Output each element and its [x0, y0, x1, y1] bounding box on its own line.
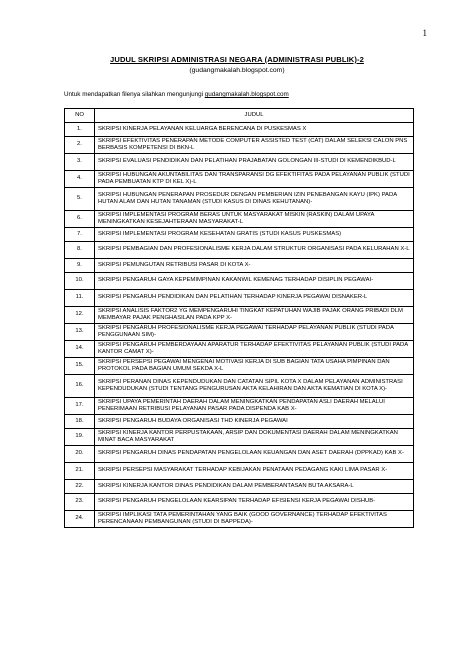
- row-number: 19.: [65, 429, 95, 446]
- table-row: [65, 375, 414, 398]
- table-body: [65, 123, 414, 528]
- row-title: SKRIPSI IMPLEMENTASI PROGRAM KESEHATAN GRATIS (STUDI KASUS PUSKESMAS): [95, 228, 414, 242]
- row-number: 3.: [65, 154, 95, 171]
- row-number: 7.: [65, 228, 95, 242]
- row-number: 17.: [65, 398, 95, 415]
- row-title: SKRIPSI IMPLEMENTASI PROGRAM BERAS UNTUK MASYARAKAT MISKIN (RASKIN) DALAM UPAYA MENINGKATKAN KESEJAHTERAAN MASYARAKAT-L: [95, 211, 414, 228]
- table-row: [65, 242, 414, 259]
- row-title: SKRIPSI PERSEPSI MASYARAKAT TERHADAP KEBIJAKAN PENATAAN PEDAGANG KAKI LIMA PASAR X-: [95, 463, 414, 480]
- row-title: SKRIPSI PEMUNGUTAN RETRIBUSI PASAR DI KOTA X-: [95, 259, 414, 273]
- row-title: SKRIPSI ANALISIS FAKTOR2 YG MEMPENGARUHI TINGKAT KEPATUHAN WAJIB PAJAK ORANG PRIBADI DLM MEMBAYAR PAJAK PENGHASILAN PADA KPP X-: [95, 307, 414, 324]
- row-number: 4.: [65, 171, 95, 188]
- row-title: SKRIPSI HUBUNGAN AKUNTABILITAS DAN TRANSPARANSI DG EFEKTIFITAS PADA PELAYANAN PUBLIK (STUDI PADA PEMBUATAN KTP DI KEL X)-L: [95, 171, 414, 188]
- row-title: SKRIPSI PENGARUH PENDIDIKAN DAN PELATIHAN TERHADAP KINERJA PEGAWAI DISNAKER-L: [95, 290, 414, 307]
- table-row: [65, 154, 414, 171]
- table-row: [65, 446, 414, 463]
- row-number: 24.: [65, 511, 95, 528]
- row-number: 2.: [65, 137, 95, 154]
- row-title: SKRIPSI PEMBAGIAN DAN PROFESIONALISME KERJA DALAM STRUKTUR ORGANISASI PADA KELURAHAN X-L: [95, 242, 414, 259]
- row-title: SKRIPSI HUBUNGAN PENERAPAN PROSEDUR DENGAN PEMBERIAN IZIN PENEBANGAN KAYU (IPK) PADA HUTAN ALAM DAN HUTAN TANAMAN (STUDI KASUS DI DINAS KEHUTANAN)-: [95, 188, 414, 211]
- table-row: [65, 137, 414, 154]
- row-title: SKRIPSI KINERJA KANTOR PERPUSTAKAAN, ARSIP DAN DOKUMENTASI DAERAH DALAM MENINGKATKAN MINAT BACA MASYARAKAT: [95, 429, 414, 446]
- row-number: 13.: [65, 324, 95, 341]
- table-row: [65, 415, 414, 429]
- table-row: [65, 463, 414, 480]
- row-number: 9.: [65, 259, 95, 273]
- document-title: JUDUL SKRIPSI ADMINISTRASI NEGARA (ADMINISTRASI PUBLIK)-2: [110, 55, 364, 64]
- row-number: 23.: [65, 494, 95, 511]
- row-title: SKRIPSI PERSEPSI PEGAWAI MENGENAI MOTIVASI KERJA DI SUB BAGIAN TATA USAHA PIMPINAN DAN PROTOKOL PADA BAGIAN UMUM SEKDA X-L: [95, 358, 414, 375]
- table-row: [65, 211, 414, 228]
- row-number: 8.: [65, 242, 95, 259]
- table-row: [65, 429, 414, 446]
- intro-line: [64, 91, 289, 98]
- table-row: [65, 273, 414, 290]
- table-row: [65, 171, 414, 188]
- row-number: 6.: [65, 211, 95, 228]
- row-number: 12.: [65, 307, 95, 324]
- table-row: [65, 188, 414, 211]
- table-row: [65, 228, 414, 242]
- row-title: SKRIPSI PENGARUH PEMBERDAYAAN APARATUR TERHADAP EFEKTIVITAS PELAYANAN PUBLIK (STUDI PADA KANTOR CAMAT X)-: [95, 341, 414, 358]
- table-row: [65, 494, 414, 511]
- row-number: 18.: [65, 415, 95, 429]
- table-row: [65, 259, 414, 273]
- table-row: [65, 307, 414, 324]
- row-title: SKRIPSI IMPLIKASI TATA PEMERINTAHAN YANG BAIK (GOOD GOVERNANCE) TERHADAP EFEKTIVITAS PERENCANAAN PEMBANGUNAN (STUDI DI BAPPEDA)-: [95, 511, 414, 528]
- row-title: SKRIPSI EFEKTIVITAS PENERAPAN METODE COMPUTER ASSISTED TEST (CAT) DALAM SELEKSI CALON PNS BERBASIS KOMPETENSI DI BKN-L: [95, 137, 414, 154]
- row-title: SKRIPSI PENGARUH BUDAYA ORGANISASI THD KINERJA PEGAWAI: [95, 415, 414, 429]
- row-number: 1.: [65, 123, 95, 137]
- row-number: 15.: [65, 358, 95, 375]
- row-title: SKRIPSI EVALUASI PENDIDIKAN DAN PELATIHAN PRAJABATAN GOLONGAN III-STUDI DI KEMENDIKBUD-L: [95, 154, 414, 171]
- table-row: [65, 341, 414, 358]
- row-title: SKRIPSI PENGARUH PROFESIONALISME KERJA PEGAWAI TERHADAP PELAYANAN PUBLIK (STUDI PADA PENGGUNAAN SIM)-: [95, 324, 414, 341]
- row-number: 21.: [65, 463, 95, 480]
- document-subtitle: (gudangmakalah.blogspot.com): [189, 67, 285, 74]
- table-row: [65, 398, 414, 415]
- row-title: SKRIPSI PENGARUH GAYA KEPEMIMPINAN KAKANWIL KEMENAG TERHADAP DISIPLIN PEGAWAI-: [95, 273, 414, 290]
- row-title: SKRIPSI KINERJA PELAYANAN KELUARGA BERENCANA DI PUSKESMAS X: [95, 123, 414, 137]
- table-row: [65, 511, 414, 528]
- page-number: 1: [422, 28, 427, 38]
- intro-text: Untuk mendapatkan filenya silahkan mengunjungi: [64, 91, 203, 98]
- table-header-row: [65, 109, 414, 123]
- row-number: 22.: [65, 480, 95, 494]
- thesis-table: [64, 108, 414, 528]
- header-judul: JUDUL: [95, 109, 414, 123]
- row-title: SKRIPSI KINERJA KANTOR DINAS PENDIDIKAN DALAM PEMBERANTASAN BUTA AKSARA-L: [95, 480, 414, 494]
- row-number: 10.: [65, 273, 95, 290]
- row-number: 5.: [65, 188, 95, 211]
- row-title: SKRIPSI PERANAN DINAS KEPENDUDUKAN DAN CATATAN SIPIL KOTA X DALAM PELAYANAN ADMINISTRASI KEPENDUDUKAN (STUDI TENTANG PENGURUSAN AKTA KELAHIRAN DAN AKTA KEMATIAN DI KOTA X)-: [95, 375, 414, 398]
- header-no: NO: [65, 109, 95, 123]
- row-number: 20.: [65, 446, 95, 463]
- row-title: SKRIPSI UPAYA PEMERINTAH DAERAH DALAM MENINGKATKAN PENDAPATAN ASLI DAERAH MELALUI PENERIMAAN RETRIBUSI PELAYANAN PASAR PADA DISPENDA KAB X-: [95, 398, 414, 415]
- table-row: [65, 480, 414, 494]
- intro-link[interactable]: gudangmakalah.blogspot.com: [204, 91, 289, 98]
- row-number: 14.: [65, 341, 95, 358]
- row-title: SKRIPSI PENGARUH PENGELOLAAN KEARSIPAN TERHADAP EFISIENSI KERJA PEGAWAI DISHUB-: [95, 494, 414, 511]
- table-row: [65, 324, 414, 341]
- table-row: [65, 290, 414, 307]
- row-number: 11.: [65, 290, 95, 307]
- table-row: [65, 123, 414, 137]
- table-row: [65, 358, 414, 375]
- row-number: 16.: [65, 375, 95, 398]
- row-title: SKRIPSI PENGARUH DINAS PENDAPATAN PENGELOLAAN KEUANGAN DAN ASET DAERAH (DPPKAD) KAB X-: [95, 446, 414, 463]
